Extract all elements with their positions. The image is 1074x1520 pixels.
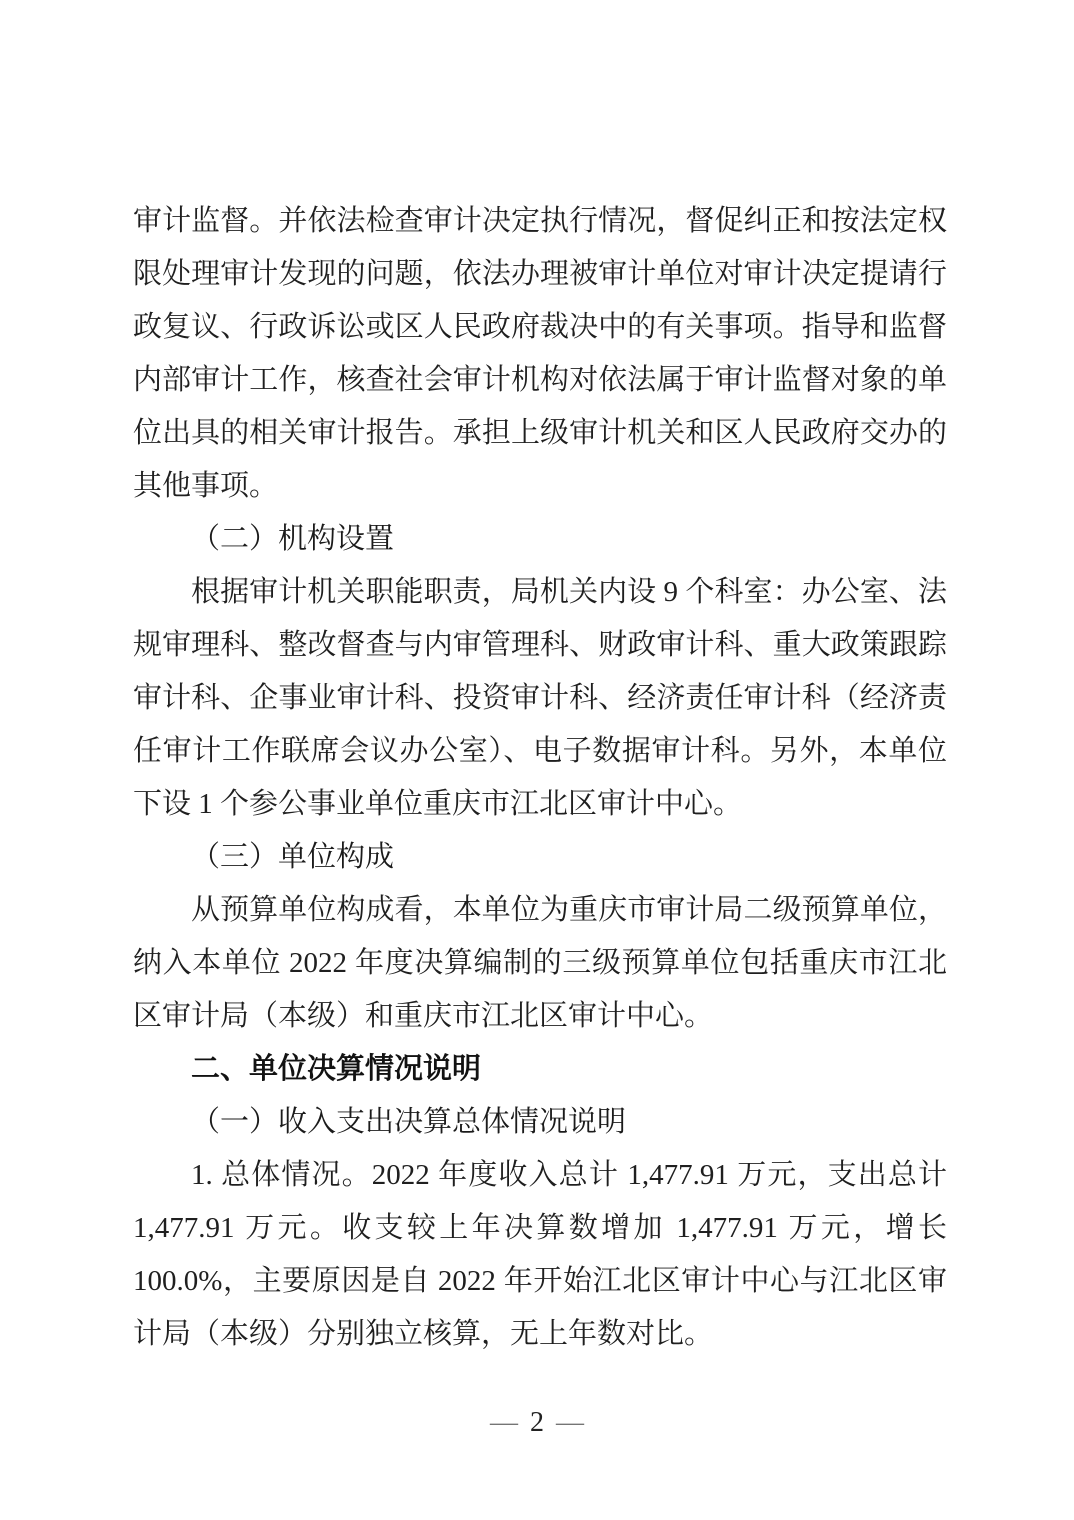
paragraph-unit-composition: 从预算单位构成看，本单位为重庆市审计局二级预算单位，纳入本单位 2022 年度决算编制的三级预算单位包括重庆市江北区审计局（本级）和重庆市江北区审计中心。 (133, 894, 947, 1032)
page-number (0, 1406, 1074, 1440)
page-number-left-dash: — (490, 1407, 518, 1438)
subheading-unit-composition: （三）单位构成 (191, 841, 395, 873)
document-body (133, 195, 947, 1361)
section-heading-settlement-explanation: 二、单位决算情况说明 (191, 1053, 482, 1085)
page-number-right-dash: — (556, 1407, 584, 1438)
subheading-income-expense-overview: （一）收入支出决算总体情况说明 (191, 1106, 627, 1138)
paragraph-audit-duties-continuation: 审计监督。并依法检查审计决定执行情况，督促纠正和按法定权限处理审计发现的问题，依法办理被审计单位对审计决定提请行政复议、行政诉讼或区人民政府裁决中的有关事项。指导和监督内部审计工作，核查社会审计机构对依法属于审计监督对象的单位出具的相关审计报告。承担上级审计机关和区人民政府交办的其他事项。 (133, 205, 947, 502)
page-number-value: 2 (530, 1407, 544, 1438)
paragraph-org-structure: 根据审计机关职能职责，局机关内设 9 个科室：办公室、法规审理科、整改督查与内审管理科、财政审计科、重大政策跟踪审计科、企事业审计科、投资审计科、经济责任审计科（经济责任审计工作联席会议办公室）、电子数据审计科。另外，本单位下设 1 个参公事业单位重庆市江北区审计中心。 (133, 576, 947, 820)
paragraph-overall-situation: 1. 总体情况。2022 年度收入总计 1,477.91 万元，支出总计 1,477.91 万元。收支较上年决算数增加 1,477.91 万元，增长 100.0%，主要原因是自 2022 年开始江北区审计中心与江北区审计局（本级）分别独立核算，无上年数对比。 (133, 1159, 947, 1350)
subheading-org-structure: （二）机构设置 (191, 523, 395, 555)
